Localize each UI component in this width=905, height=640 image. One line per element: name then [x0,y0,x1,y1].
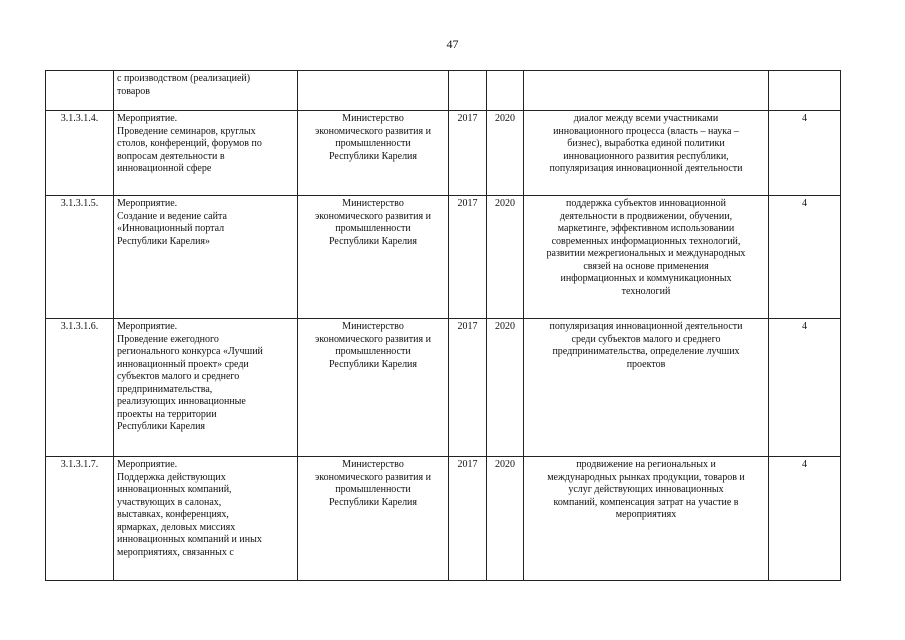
row-number-cell: 3.1.3.1.4. [46,111,114,196]
table-row [46,319,841,457]
activity-name-cell: Мероприятие. Проведение ежегодного регионального конкурса «Лучший инновационный проект» среди субъектов малого и среднего предпринимательства, реализующих инновационные проекты на территории Республики Карелия [114,319,298,457]
table-row [46,111,841,196]
row-number-cell: 3.1.3.1.5. [46,196,114,319]
row-number-cell: 3.1.3.1.6. [46,319,114,457]
end-year-cell: 2020 [487,196,524,319]
executor-cell: Министерство экономического развития и промышленности Республики Карелия [298,319,449,457]
start-year-cell: 2017 [449,111,487,196]
table-row [46,196,841,319]
row-number-cell [46,71,114,111]
expected-result-cell: продвижение на региональных и международных рынках продукции, товаров и услуг действующих инновационных компаний, компенсация затрат на участие в мероприятиях [524,457,769,581]
indicator-cell: 4 [769,111,841,196]
activity-name-cell: Мероприятие. Поддержка действующих инновационных компаний, участвующих в салонах, выставках, конференциях, ярмарках, деловых миссиях инновационных компаний и иных мероприятиях, связанных с [114,457,298,581]
expected-result-cell: диалог между всеми участниками инновационного процесса (власть – наука – бизнес), выработка единой политики инновационного развития республики, популяризация инновационной деятельности [524,111,769,196]
expected-result-cell: поддержка субъектов инновационной деятельности в продвижении, обучении, маркетинге, эффективном использовании современных информационных технологий, развитии межрегиональных и международных связей на основе применения информационных и коммуникационных технологий [524,196,769,319]
executor-cell [298,71,449,111]
row-number-cell: 3.1.3.1.7. [46,457,114,581]
activity-name-cell: Мероприятие. Проведение семинаров, круглых столов, конференций, форумов по вопросам деятельности в инновационной сфере [114,111,298,196]
activity-name-cell: с производством (реализацией) товаров [114,71,298,111]
end-year-cell: 2020 [487,457,524,581]
end-year-cell [487,71,524,111]
start-year-cell: 2017 [449,457,487,581]
executor-cell: Министерство экономического развития и промышленности Республики Карелия [298,111,449,196]
program-activities-table [45,70,841,581]
expected-result-cell [524,71,769,111]
indicator-cell: 4 [769,457,841,581]
start-year-cell: 2017 [449,196,487,319]
expected-result-cell: популяризация инновационной деятельности среди субъектов малого и среднего предпринимательства, определение лучших проектов [524,319,769,457]
table-row [46,457,841,581]
table-row [46,71,841,111]
activity-name-cell: Мероприятие. Создание и ведение сайта «Инновационный портал Республики Карелия» [114,196,298,319]
page-number: 47 [446,37,459,51]
indicator-cell: 4 [769,319,841,457]
end-year-cell: 2020 [487,319,524,457]
indicator-cell [769,71,841,111]
executor-cell: Министерство экономического развития и промышленности Республики Карелия [298,457,449,581]
end-year-cell: 2020 [487,111,524,196]
indicator-cell: 4 [769,196,841,319]
start-year-cell [449,71,487,111]
executor-cell: Министерство экономического развития и промышленности Республики Карелия [298,196,449,319]
start-year-cell: 2017 [449,319,487,457]
